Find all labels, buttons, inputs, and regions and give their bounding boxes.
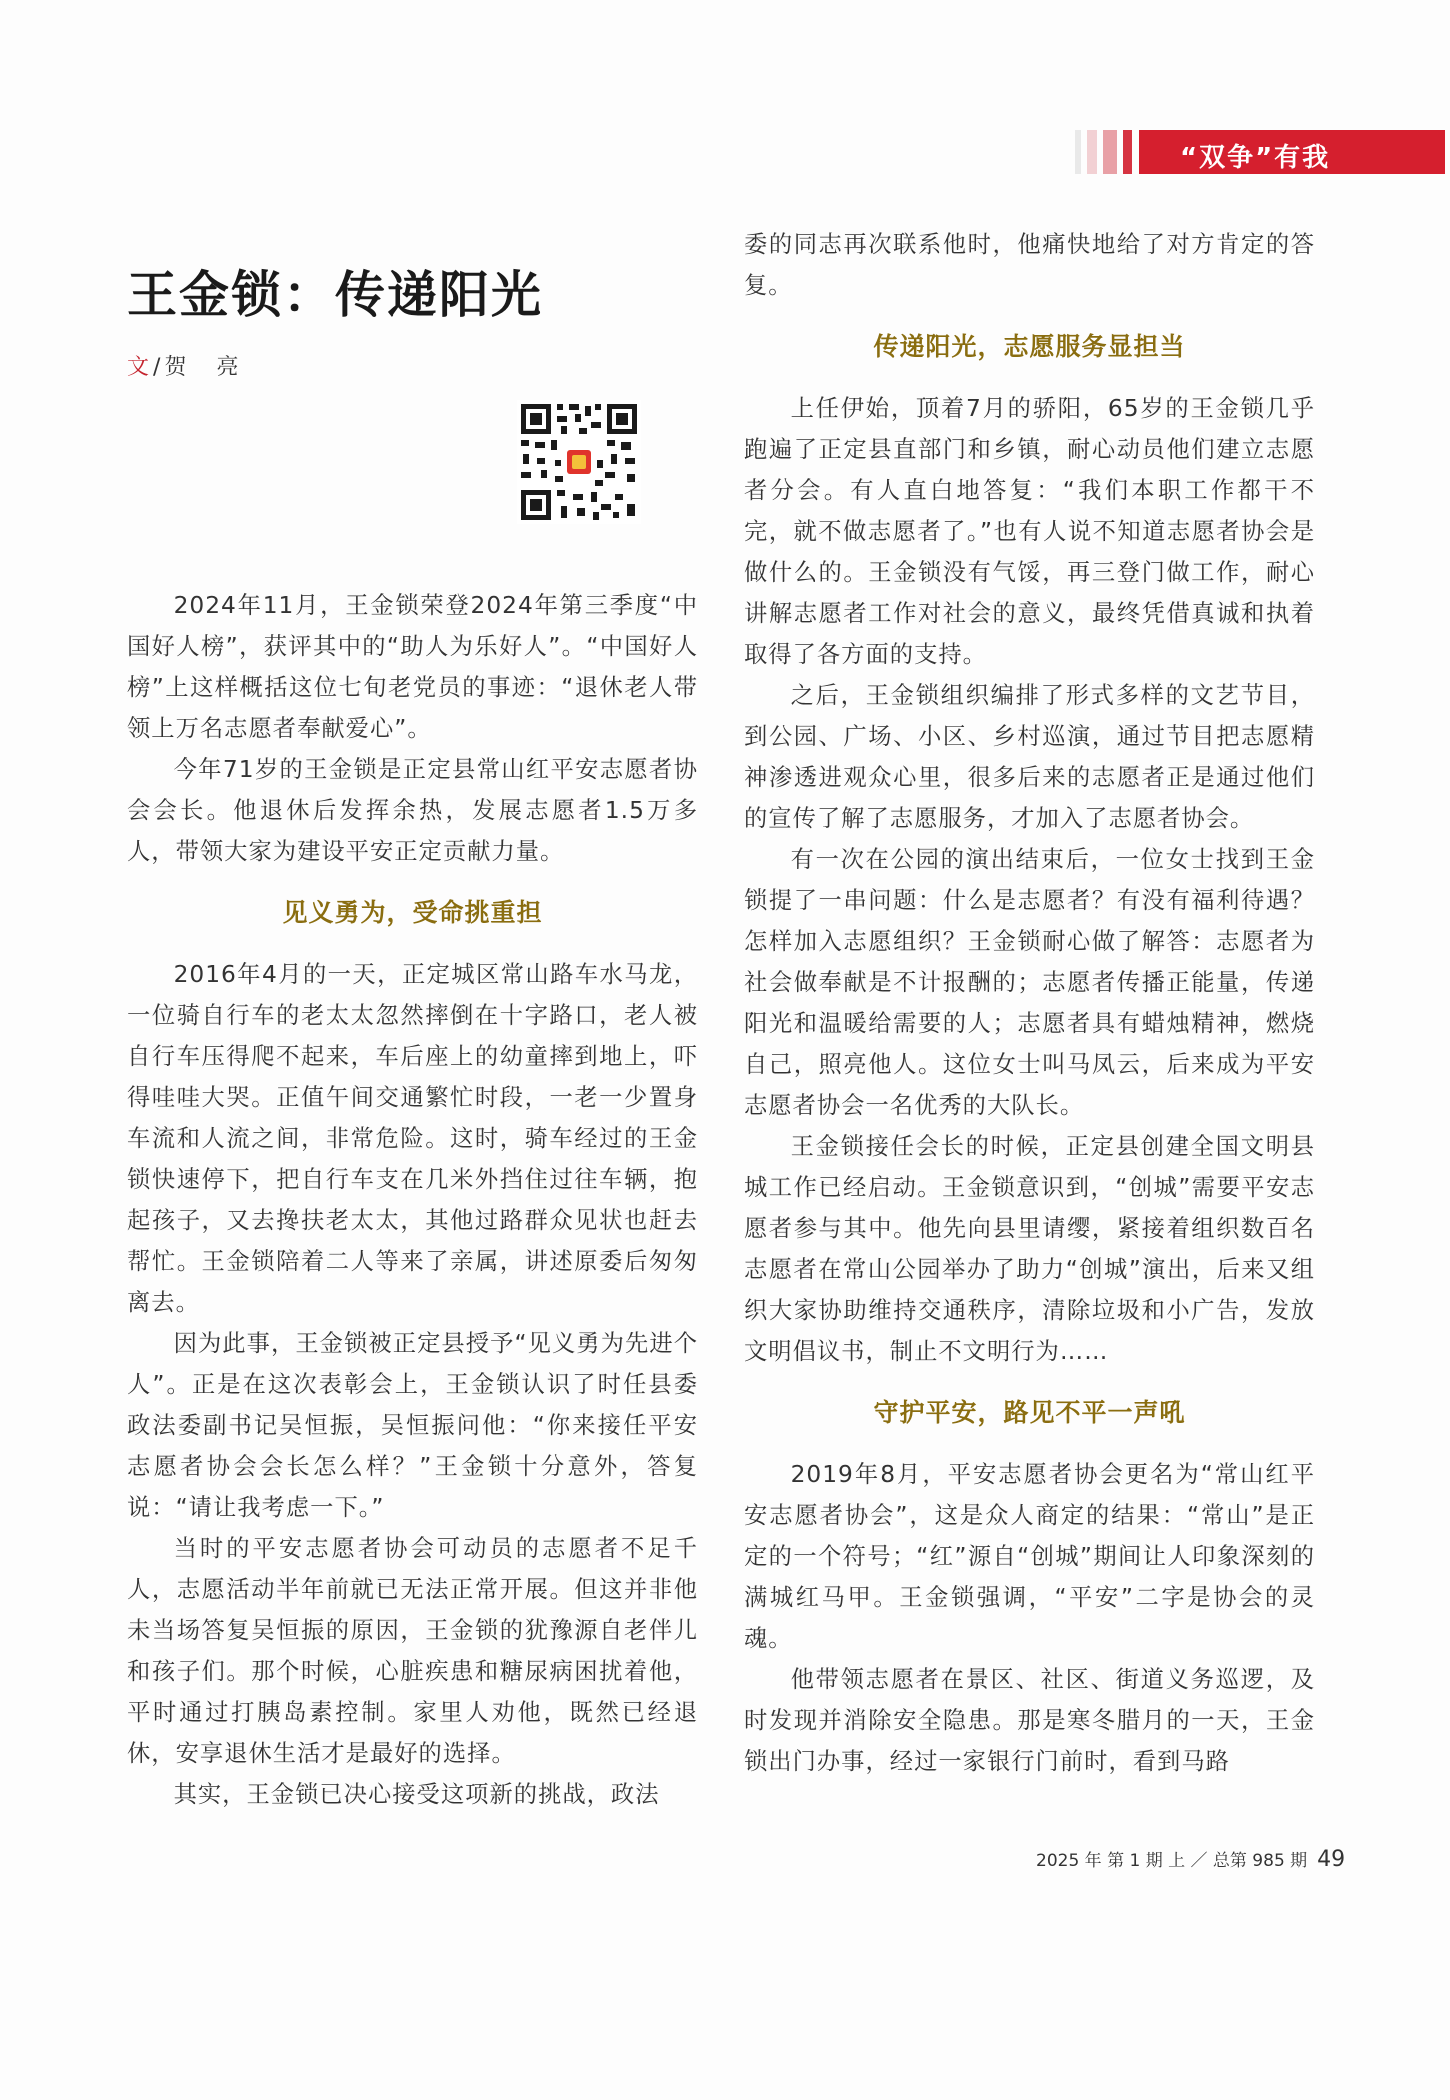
- right-column: [744, 224, 1315, 1782]
- banner-stripe: [1123, 130, 1132, 174]
- section-heading: 见义勇为，受命挑重担: [282, 898, 543, 927]
- paragraph: 2016年4月的一天，正定城区常山路车水马龙，一位骑自行车的老太太忽然摔倒在十字路口，老人被自行车压得爬不起来，车后座上的幼童摔到地上，吓得哇哇大哭。正值午间交通繁忙时段，一老一少置身车流和人流之间，非常危险。这时，骑车经过的王金锁快速停下，把自行车支在几米外挡住过往车辆，抱起孩子，又去搀扶老太太，其他过路群众见状也赶去帮忙。王金锁陪着二人等来了亲属，讲述原委后匆匆离去。: [127, 961, 698, 1316]
- left-column: [127, 585, 698, 1815]
- paragraph: 之后，王金锁组织编排了形式多样的文艺节目，到公园、广场、小区、乡村巡演，通过节目把志愿精神渗透进观众心里，很多后来的志愿者正是通过他们的宣传了解了志愿服务，才加入了志愿者协会。: [744, 682, 1315, 832]
- banner-stripe: [1087, 130, 1097, 174]
- paragraph: 其实，王金锁已决心接受这项新的挑战，政法: [173, 1781, 660, 1808]
- paragraph: 2019年8月，平安志愿者协会更名为“常山红平安志愿者协会”，这是众人商定的结果：“常山”是正定的一个符号；“红”源自“创城”期间让人印象深刻的满城红马甲。王金锁强调，“平安”二字是协会的灵魂。: [744, 1461, 1315, 1652]
- issue-info: 2025 年 第 1 期 上 ／ 总第 985 期: [1036, 1851, 1308, 1871]
- byline: [127, 350, 242, 381]
- author-name: 贺 亮: [164, 355, 243, 380]
- paragraph: 委的同志再次联系他时，他痛快地给了对方肯定的答复。: [744, 231, 1315, 299]
- page-footer: [1036, 1846, 1345, 1872]
- byline-separator: /: [153, 355, 165, 380]
- banner-stripe: [1075, 130, 1081, 174]
- section-heading: 守护平安，路见不平一声吼: [873, 1398, 1186, 1427]
- banner-stripe: [1103, 130, 1117, 174]
- paragraph: 有一次在公园的演出结束后，一位女士找到王金锁提了一串问题：什么是志愿者？有没有福利待遇？怎样加入志愿组织？王金锁耐心做了解答：志愿者为社会做奉献是不计报酬的；志愿者传播正能量，传递阳光和温暖给需要的人；志愿者具有蜡烛精神，燃烧自己，照亮他人。这位女士叫马凤云，后来成为平安志愿者协会一名优秀的大队长。: [744, 846, 1315, 1119]
- qr-code-icon: [517, 400, 641, 524]
- paragraph: 他带领志愿者在景区、社区、街道义务巡逻，及时发现并消除安全隐患。那是寒冬腊月的一天，王金锁出门办事，经过一家银行门前时，看到马路: [744, 1666, 1315, 1775]
- article-title: 王金锁：传递阳光: [127, 266, 543, 324]
- paragraph: 上任伊始，顶着7月的骄阳，65岁的王金锁几乎跑遍了正定县直部门和乡镇，耐心动员他们建立志愿者分会。有人直白地答复：“我们本职工作都干不完，就不做志愿者了。”也有人说不知道志愿者协会是做什么的。王金锁没有气馁，再三登门做工作，耐心讲解志愿者工作对社会的意义，最终凭借真诚和执着取得了各方面的支持。: [744, 395, 1315, 668]
- section-heading: 传递阳光，志愿服务显担当: [873, 332, 1186, 361]
- section-banner: [1075, 130, 1445, 174]
- page-number: 49: [1317, 1847, 1346, 1872]
- paragraph: 今年71岁的王金锁是正定县常山红平安志愿者协会会长。他退休后发挥余热，发展志愿者1.5万多人，带领大家为建设平安正定贡献力量。: [127, 756, 698, 865]
- paragraph: 王金锁接任会长的时候，正定县创建全国文明县城工作已经启动。王金锁意识到，“创城”需要平安志愿者参与其中。他先向县里请缨，紧接着组织数百名志愿者在常山公园举办了助力“创城”演出，后来又组织大家协助维持交通秩序，清除垃圾和小广告，发放文明倡议书，制止不文明行为……: [744, 1133, 1315, 1365]
- paragraph: 当时的平安志愿者协会可动员的志愿者不足千人，志愿活动半年前就已无法正常开展。但这并非他未当场答复吴恒振的原因，王金锁的犹豫源自老伴儿和孩子们。那个时候，心脏疾患和糖尿病困扰着他，平时通过打胰岛素控制。家里人劝他，既然已经退休，安享退休生活才是最好的选择。: [127, 1535, 698, 1767]
- paragraph: 因为此事，王金锁被正定县授予“见义勇为先进个人”。正是在这次表彰会上，王金锁认识了时任县委政法委副书记吴恒振，吴恒振问他：“你来接任平安志愿者协会会长怎么样？”王金锁十分意外，答复说：“请让我考虑一下。”: [127, 1330, 698, 1521]
- paragraph: 2024年11月，王金锁荣登2024年第三季度“中国好人榜”，获评其中的“助人为乐好人”。“中国好人榜”上这样概括这位七旬老党员的事迹：“退休老人带领上万名志愿者奉献爱心”。: [127, 592, 698, 742]
- section-label: “双争”有我: [1180, 143, 1331, 173]
- byline-label: 文: [127, 355, 154, 380]
